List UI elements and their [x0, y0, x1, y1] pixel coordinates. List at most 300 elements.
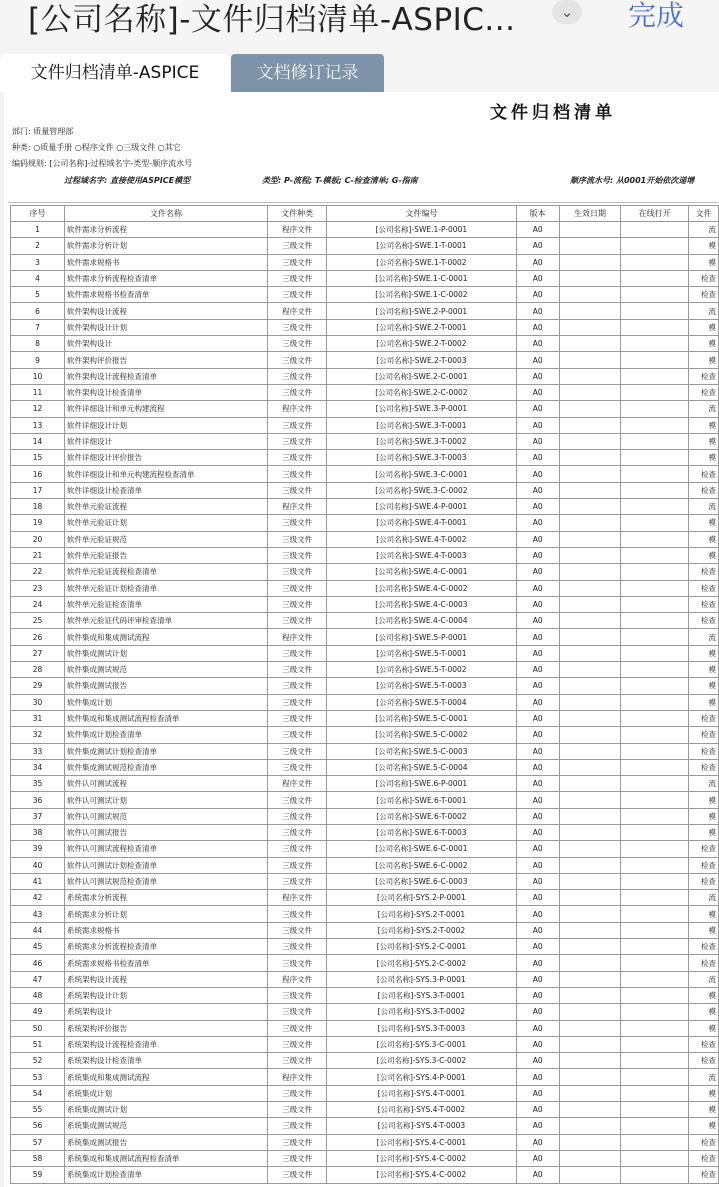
cell-file-type[interactable]: 三级文件: [267, 482, 326, 498]
cell-file-class[interactable]: 流: [689, 1069, 719, 1085]
cell-file-code[interactable]: [公司名称]-SWE.1-P-0001: [327, 222, 516, 238]
cell-row-number[interactable]: 40: [11, 857, 65, 873]
cell-file-name[interactable]: 系统架构设计计划: [65, 987, 268, 1003]
cell-file-name[interactable]: 系统需求分析计划: [65, 906, 268, 922]
cell-file-code[interactable]: [公司名称]-SWE.1-C-0002: [327, 287, 516, 303]
cell-version[interactable]: A0: [516, 580, 559, 596]
cell-row-number[interactable]: 3: [11, 254, 65, 270]
cell-file-code[interactable]: [公司名称]-SYS.2-C-0002: [327, 955, 516, 971]
cell-open-online[interactable]: [621, 368, 689, 384]
cell-effective-date[interactable]: [559, 596, 620, 612]
table-row[interactable]: [11, 352, 719, 368]
cell-file-type[interactable]: 三级文件: [267, 743, 326, 759]
cell-effective-date[interactable]: [559, 710, 620, 726]
cell-row-number[interactable]: 37: [11, 808, 65, 824]
cell-row-number[interactable]: 57: [11, 1134, 65, 1150]
table-row[interactable]: [11, 1118, 719, 1134]
cell-file-class[interactable]: 模: [689, 1085, 719, 1101]
cell-file-type[interactable]: 三级文件: [267, 596, 326, 612]
cell-file-code[interactable]: [公司名称]-SYS.2-C-0001: [327, 939, 516, 955]
cell-row-number[interactable]: 25: [11, 613, 65, 629]
cell-file-class[interactable]: 检查: [689, 564, 719, 580]
cell-file-code[interactable]: [公司名称]-SWE.4-C-0001: [327, 564, 516, 580]
table-row[interactable]: [11, 776, 719, 792]
cell-file-class[interactable]: 检查: [689, 466, 719, 482]
cell-file-class[interactable]: 模: [689, 694, 719, 710]
cell-file-type[interactable]: 三级文件: [267, 662, 326, 678]
cell-version[interactable]: A0: [516, 808, 559, 824]
cell-file-code[interactable]: [公司名称]-SWE.5-C-0002: [327, 727, 516, 743]
table-row[interactable]: [11, 384, 719, 400]
cell-effective-date[interactable]: [559, 466, 620, 482]
cell-file-code[interactable]: [公司名称]-SWE.4-T-0003: [327, 547, 516, 563]
cell-file-code[interactable]: [公司名称]-SYS.2-T-0001: [327, 906, 516, 922]
cell-version[interactable]: A0: [516, 596, 559, 612]
cell-file-code[interactable]: [公司名称]-SWE.3-T-0002: [327, 433, 516, 449]
cell-file-code[interactable]: [公司名称]-SYS.4-T-0001: [327, 1085, 516, 1101]
cell-effective-date[interactable]: [559, 987, 620, 1003]
cell-row-number[interactable]: 31: [11, 710, 65, 726]
cell-effective-date[interactable]: [559, 319, 620, 335]
cell-file-class[interactable]: 模: [689, 792, 719, 808]
cell-file-type[interactable]: 三级文件: [267, 987, 326, 1003]
cell-effective-date[interactable]: [559, 1150, 620, 1166]
cell-effective-date[interactable]: [559, 531, 620, 547]
cell-file-code[interactable]: [公司名称]-SWE.2-C-0001: [327, 368, 516, 384]
cell-open-online[interactable]: [621, 238, 689, 254]
cell-file-type[interactable]: 三级文件: [267, 857, 326, 873]
table-row[interactable]: [11, 906, 719, 922]
cell-file-code[interactable]: [公司名称]-SYS.4-C-0002: [327, 1167, 516, 1183]
cell-open-online[interactable]: [621, 596, 689, 612]
cell-version[interactable]: A0: [516, 662, 559, 678]
done-button[interactable]: 完成: [628, 0, 685, 32]
cell-file-class[interactable]: 模: [689, 824, 719, 840]
cell-open-online[interactable]: [621, 466, 689, 482]
cell-version[interactable]: A0: [516, 336, 559, 352]
table-row[interactable]: [11, 759, 719, 775]
table-row[interactable]: [11, 499, 719, 515]
cell-effective-date[interactable]: [559, 1020, 620, 1036]
table-row[interactable]: [11, 1004, 719, 1020]
cell-row-number[interactable]: 8: [11, 336, 65, 352]
cell-effective-date[interactable]: [559, 694, 620, 710]
cell-row-number[interactable]: 29: [11, 678, 65, 694]
cell-effective-date[interactable]: [559, 792, 620, 808]
cell-open-online[interactable]: [621, 401, 689, 417]
cell-version[interactable]: A0: [516, 971, 559, 987]
cell-row-number[interactable]: 48: [11, 987, 65, 1003]
cell-file-type[interactable]: 三级文件: [267, 547, 326, 563]
cell-file-code[interactable]: [公司名称]-SWE.4-C-0002: [327, 580, 516, 596]
cell-file-type[interactable]: 三级文件: [267, 238, 326, 254]
cell-file-class[interactable]: 流: [689, 303, 719, 319]
cell-file-class[interactable]: 检查: [689, 384, 719, 400]
cell-file-name[interactable]: 软件单元验证检查清单: [65, 596, 268, 612]
cell-file-name[interactable]: 软件集成测试规范检查清单: [65, 759, 268, 775]
cell-effective-date[interactable]: [559, 1004, 620, 1020]
cell-version[interactable]: A0: [516, 922, 559, 938]
cell-open-online[interactable]: [621, 352, 689, 368]
cell-version[interactable]: A0: [516, 270, 559, 286]
cell-file-code[interactable]: [公司名称]-SWE.5-C-0003: [327, 743, 516, 759]
cell-file-name[interactable]: 系统集成计划: [65, 1085, 268, 1101]
cell-file-name[interactable]: 系统集成和集成测试流程: [65, 1069, 268, 1085]
cell-open-online[interactable]: [621, 906, 689, 922]
cell-file-name[interactable]: 软件集成测试计划检查清单: [65, 743, 268, 759]
cell-open-online[interactable]: [621, 384, 689, 400]
cell-effective-date[interactable]: [559, 873, 620, 889]
table-row[interactable]: [11, 857, 719, 873]
cell-version[interactable]: A0: [516, 710, 559, 726]
cell-file-type[interactable]: 三级文件: [267, 515, 326, 531]
cell-file-class[interactable]: 检查: [689, 287, 719, 303]
cell-row-number[interactable]: 52: [11, 1053, 65, 1069]
chevron-down-icon[interactable]: ⌄: [552, 0, 582, 24]
cell-effective-date[interactable]: [559, 564, 620, 580]
cell-row-number[interactable]: 9: [11, 352, 65, 368]
cell-open-online[interactable]: [621, 222, 689, 238]
cell-file-type[interactable]: 三级文件: [267, 1004, 326, 1020]
cell-row-number[interactable]: 22: [11, 564, 65, 580]
cell-file-class[interactable]: 检查: [689, 743, 719, 759]
cell-version[interactable]: A0: [516, 1134, 559, 1150]
cell-row-number[interactable]: 54: [11, 1085, 65, 1101]
cell-effective-date[interactable]: [559, 776, 620, 792]
cell-row-number[interactable]: 14: [11, 433, 65, 449]
cell-file-type[interactable]: 三级文件: [267, 531, 326, 547]
cell-version[interactable]: A0: [516, 352, 559, 368]
cell-open-online[interactable]: [621, 922, 689, 938]
cell-file-code[interactable]: [公司名称]-SWE.3-C-0001: [327, 466, 516, 482]
cell-file-type[interactable]: 三级文件: [267, 1036, 326, 1052]
cell-effective-date[interactable]: [559, 743, 620, 759]
cell-row-number[interactable]: 50: [11, 1020, 65, 1036]
cell-file-name[interactable]: 软件单元验证计划: [65, 515, 268, 531]
cell-effective-date[interactable]: [559, 1085, 620, 1101]
cell-file-code[interactable]: [公司名称]-SWE.6-T-0002: [327, 808, 516, 824]
cell-effective-date[interactable]: [559, 1069, 620, 1085]
cell-effective-date[interactable]: [559, 890, 620, 906]
table-row[interactable]: [11, 1085, 719, 1101]
cell-version[interactable]: A0: [516, 1102, 559, 1118]
cell-file-type[interactable]: 三级文件: [267, 922, 326, 938]
cell-open-online[interactable]: [621, 336, 689, 352]
cell-open-online[interactable]: [621, 743, 689, 759]
cell-version[interactable]: A0: [516, 613, 559, 629]
cell-row-number[interactable]: 41: [11, 873, 65, 889]
cell-version[interactable]: A0: [516, 547, 559, 563]
cell-file-class[interactable]: 模: [689, 352, 719, 368]
cell-version[interactable]: A0: [516, 1150, 559, 1166]
cell-file-class[interactable]: 模: [689, 1118, 719, 1134]
table-row[interactable]: [11, 596, 719, 612]
table-row[interactable]: [11, 939, 719, 955]
cell-file-class[interactable]: 检查: [689, 857, 719, 873]
cell-open-online[interactable]: [621, 873, 689, 889]
cell-version[interactable]: A0: [516, 857, 559, 873]
cell-file-code[interactable]: [公司名称]-SWE.5-C-0004: [327, 759, 516, 775]
cell-open-online[interactable]: [621, 1085, 689, 1101]
cell-file-type[interactable]: 三级文件: [267, 1085, 326, 1101]
cell-file-class[interactable]: 流: [689, 776, 719, 792]
cell-file-type[interactable]: 三级文件: [267, 1118, 326, 1134]
cell-file-code[interactable]: [公司名称]-SWE.4-T-0001: [327, 515, 516, 531]
cell-row-number[interactable]: 47: [11, 971, 65, 987]
table-row[interactable]: [11, 336, 719, 352]
cell-version[interactable]: A0: [516, 743, 559, 759]
cell-file-name[interactable]: 软件架构设计: [65, 336, 268, 352]
cell-file-type[interactable]: 程序文件: [267, 222, 326, 238]
cell-version[interactable]: A0: [516, 238, 559, 254]
cell-file-code[interactable]: [公司名称]-SYS.4-C-0002: [327, 1150, 516, 1166]
cell-file-class[interactable]: 检查: [689, 580, 719, 596]
cell-file-class[interactable]: 模: [689, 336, 719, 352]
table-row[interactable]: [11, 1036, 719, 1052]
cell-row-number[interactable]: 42: [11, 890, 65, 906]
cell-file-type[interactable]: 三级文件: [267, 254, 326, 270]
cell-open-online[interactable]: [621, 792, 689, 808]
cell-version[interactable]: A0: [516, 564, 559, 580]
cell-row-number[interactable]: 49: [11, 1004, 65, 1020]
cell-effective-date[interactable]: [559, 1102, 620, 1118]
cell-version[interactable]: A0: [516, 222, 559, 238]
cell-open-online[interactable]: [621, 417, 689, 433]
cell-open-online[interactable]: [621, 971, 689, 987]
cell-version[interactable]: A0: [516, 678, 559, 694]
cell-file-name[interactable]: 软件单元验证报告: [65, 547, 268, 563]
table-row[interactable]: [11, 808, 719, 824]
cell-open-online[interactable]: [621, 694, 689, 710]
cell-version[interactable]: A0: [516, 1004, 559, 1020]
cell-file-code[interactable]: [公司名称]-SYS.3-C-0002: [327, 1053, 516, 1069]
cell-file-name[interactable]: 系统架构设计检查清单: [65, 1053, 268, 1069]
cell-file-code[interactable]: [公司名称]-SWE.3-C-0002: [327, 482, 516, 498]
cell-effective-date[interactable]: [559, 1134, 620, 1150]
table-row[interactable]: [11, 1167, 719, 1183]
cell-effective-date[interactable]: [559, 352, 620, 368]
cell-row-number[interactable]: 44: [11, 922, 65, 938]
cell-file-class[interactable]: 检查: [689, 939, 719, 955]
cell-file-code[interactable]: [公司名称]-SWE.5-T-0003: [327, 678, 516, 694]
table-row[interactable]: [11, 629, 719, 645]
table-row[interactable]: [11, 450, 719, 466]
cell-file-name[interactable]: 软件详细设计和单元构建流程检查清单: [65, 466, 268, 482]
cell-version[interactable]: A0: [516, 694, 559, 710]
cell-file-name[interactable]: 软件认可测试规范检查清单: [65, 873, 268, 889]
cell-row-number[interactable]: 23: [11, 580, 65, 596]
cell-effective-date[interactable]: [559, 433, 620, 449]
cell-effective-date[interactable]: [559, 384, 620, 400]
cell-file-type[interactable]: 三级文件: [267, 384, 326, 400]
cell-version[interactable]: A0: [516, 466, 559, 482]
cell-open-online[interactable]: [621, 645, 689, 661]
cell-open-online[interactable]: [621, 727, 689, 743]
tab-revision-record[interactable]: 文档修订记录: [231, 54, 384, 92]
cell-file-name[interactable]: 软件单元验证流程检查清单: [65, 564, 268, 580]
cell-row-number[interactable]: 30: [11, 694, 65, 710]
cell-version[interactable]: A0: [516, 629, 559, 645]
table-row[interactable]: [11, 482, 719, 498]
cell-file-name[interactable]: 系统集成测试报告: [65, 1134, 268, 1150]
cell-file-class[interactable]: 模: [689, 906, 719, 922]
cell-effective-date[interactable]: [559, 222, 620, 238]
table-row[interactable]: [11, 254, 719, 270]
table-row[interactable]: [11, 645, 719, 661]
cell-open-online[interactable]: [621, 287, 689, 303]
cell-file-name[interactable]: 软件单元验证规范: [65, 531, 268, 547]
cell-version[interactable]: A0: [516, 645, 559, 661]
cell-row-number[interactable]: 59: [11, 1167, 65, 1183]
cell-file-class[interactable]: 检查: [689, 596, 719, 612]
cell-file-code[interactable]: [公司名称]-SWE.2-T-0001: [327, 319, 516, 335]
cell-row-number[interactable]: 24: [11, 596, 65, 612]
table-row[interactable]: [11, 564, 719, 580]
cell-file-code[interactable]: [公司名称]-SYS.2-P-0001: [327, 890, 516, 906]
cell-file-type[interactable]: 三级文件: [267, 824, 326, 840]
cell-file-name[interactable]: 系统集成和集成测试流程检查清单: [65, 1150, 268, 1166]
cell-row-number[interactable]: 7: [11, 319, 65, 335]
cell-open-online[interactable]: [621, 319, 689, 335]
cell-file-code[interactable]: [公司名称]-SWE.4-T-0002: [327, 531, 516, 547]
cell-file-class[interactable]: 模: [689, 450, 719, 466]
cell-file-class[interactable]: 模: [689, 531, 719, 547]
table-row[interactable]: [11, 401, 719, 417]
table-row[interactable]: [11, 547, 719, 563]
cell-effective-date[interactable]: [559, 303, 620, 319]
cell-version[interactable]: A0: [516, 1069, 559, 1085]
cell-file-class[interactable]: 流: [689, 629, 719, 645]
cell-open-online[interactable]: [621, 1118, 689, 1134]
table-row[interactable]: [11, 368, 719, 384]
table-row[interactable]: [11, 824, 719, 840]
cell-open-online[interactable]: [621, 759, 689, 775]
table-row[interactable]: [11, 319, 719, 335]
table-row[interactable]: [11, 678, 719, 694]
table-row[interactable]: [11, 287, 719, 303]
cell-row-number[interactable]: 18: [11, 499, 65, 515]
cell-file-class[interactable]: 检查: [689, 1150, 719, 1166]
cell-effective-date[interactable]: [559, 238, 620, 254]
cell-file-code[interactable]: [公司名称]-SYS.3-T-0001: [327, 987, 516, 1003]
cell-version[interactable]: A0: [516, 776, 559, 792]
cell-effective-date[interactable]: [559, 580, 620, 596]
cell-effective-date[interactable]: [559, 759, 620, 775]
cell-file-class[interactable]: 模: [689, 1004, 719, 1020]
cell-file-code[interactable]: [公司名称]-SWE.5-C-0001: [327, 710, 516, 726]
cell-file-type[interactable]: 三级文件: [267, 694, 326, 710]
cell-open-online[interactable]: [621, 1150, 689, 1166]
cell-file-name[interactable]: 系统架构评价报告: [65, 1020, 268, 1036]
cell-file-name[interactable]: 系统需求分析流程检查清单: [65, 939, 268, 955]
table-row[interactable]: [11, 417, 719, 433]
cell-effective-date[interactable]: [559, 270, 620, 286]
cell-file-type[interactable]: 三级文件: [267, 841, 326, 857]
cell-row-number[interactable]: 28: [11, 662, 65, 678]
cell-file-type[interactable]: 程序文件: [267, 303, 326, 319]
cell-file-name[interactable]: 软件集成测试报告: [65, 678, 268, 694]
cell-effective-date[interactable]: [559, 971, 620, 987]
cell-file-code[interactable]: [公司名称]-SWE.2-T-0003: [327, 352, 516, 368]
cell-effective-date[interactable]: [559, 824, 620, 840]
cell-file-type[interactable]: 程序文件: [267, 776, 326, 792]
cell-file-name[interactable]: 软件集成和集成测试流程: [65, 629, 268, 645]
cell-file-code[interactable]: [公司名称]-SWE.6-C-0002: [327, 857, 516, 873]
cell-file-code[interactable]: [公司名称]-SWE.3-T-0003: [327, 450, 516, 466]
cell-file-class[interactable]: 模: [689, 417, 719, 433]
cell-effective-date[interactable]: [559, 368, 620, 384]
cell-file-class[interactable]: 模: [689, 515, 719, 531]
cell-version[interactable]: A0: [516, 254, 559, 270]
cell-row-number[interactable]: 53: [11, 1069, 65, 1085]
cell-row-number[interactable]: 20: [11, 531, 65, 547]
cell-file-code[interactable]: [公司名称]-SYS.3-P-0001: [327, 971, 516, 987]
cell-file-type[interactable]: 程序文件: [267, 401, 326, 417]
cell-file-class[interactable]: 模: [689, 1102, 719, 1118]
cell-open-online[interactable]: [621, 1069, 689, 1085]
cell-file-class[interactable]: 检查: [689, 1134, 719, 1150]
table-row[interactable]: [11, 613, 719, 629]
cell-file-class[interactable]: 检查: [689, 727, 719, 743]
cell-row-number[interactable]: 45: [11, 939, 65, 955]
cell-effective-date[interactable]: [559, 841, 620, 857]
cell-file-type[interactable]: 程序文件: [267, 971, 326, 987]
cell-file-type[interactable]: 三级文件: [267, 939, 326, 955]
cell-file-name[interactable]: 系统集成测试计划: [65, 1102, 268, 1118]
cell-file-code[interactable]: [公司名称]-SYS.4-T-0002: [327, 1102, 516, 1118]
table-row[interactable]: [11, 238, 719, 254]
cell-file-name[interactable]: 软件详细设计和单元构建流程: [65, 401, 268, 417]
cell-file-name[interactable]: 软件认可测试流程检查清单: [65, 841, 268, 857]
cell-file-class[interactable]: 检查: [689, 1036, 719, 1052]
cell-file-name[interactable]: 软件架构评价报告: [65, 352, 268, 368]
cell-open-online[interactable]: [621, 857, 689, 873]
cell-file-class[interactable]: 流: [689, 890, 719, 906]
cell-row-number[interactable]: 46: [11, 955, 65, 971]
cell-file-name[interactable]: 软件集成测试规范: [65, 662, 268, 678]
table-row[interactable]: [11, 922, 719, 938]
cell-file-class[interactable]: 检查: [689, 841, 719, 857]
cell-file-type[interactable]: 三级文件: [267, 287, 326, 303]
cell-file-class[interactable]: 模: [689, 662, 719, 678]
cell-row-number[interactable]: 6: [11, 303, 65, 319]
cell-file-class[interactable]: 检查: [689, 613, 719, 629]
cell-file-code[interactable]: [公司名称]-SWE.5-T-0001: [327, 645, 516, 661]
cell-file-class[interactable]: 模: [689, 547, 719, 563]
table-row[interactable]: [11, 1134, 719, 1150]
cell-file-type[interactable]: 三级文件: [267, 336, 326, 352]
cell-effective-date[interactable]: [559, 482, 620, 498]
cell-file-name[interactable]: 软件集成测试计划: [65, 645, 268, 661]
cell-effective-date[interactable]: [559, 1118, 620, 1134]
cell-file-class[interactable]: 模: [689, 319, 719, 335]
cell-file-class[interactable]: 流: [689, 971, 719, 987]
cell-version[interactable]: A0: [516, 384, 559, 400]
cell-effective-date[interactable]: [559, 547, 620, 563]
cell-file-code[interactable]: [公司名称]-SYS.3-T-0003: [327, 1020, 516, 1036]
cell-row-number[interactable]: 13: [11, 417, 65, 433]
tab-file-archive-list[interactable]: 文件归档清单-ASPICE: [0, 54, 230, 92]
table-row[interactable]: [11, 662, 719, 678]
cell-file-code[interactable]: [公司名称]-SYS.4-P-0001: [327, 1069, 516, 1085]
cell-open-online[interactable]: [621, 841, 689, 857]
cell-version[interactable]: A0: [516, 499, 559, 515]
cell-open-online[interactable]: [621, 955, 689, 971]
cell-open-online[interactable]: [621, 564, 689, 580]
cell-open-online[interactable]: [621, 254, 689, 270]
cell-open-online[interactable]: [621, 939, 689, 955]
cell-file-code[interactable]: [公司名称]-SWE.1-C-0001: [327, 270, 516, 286]
